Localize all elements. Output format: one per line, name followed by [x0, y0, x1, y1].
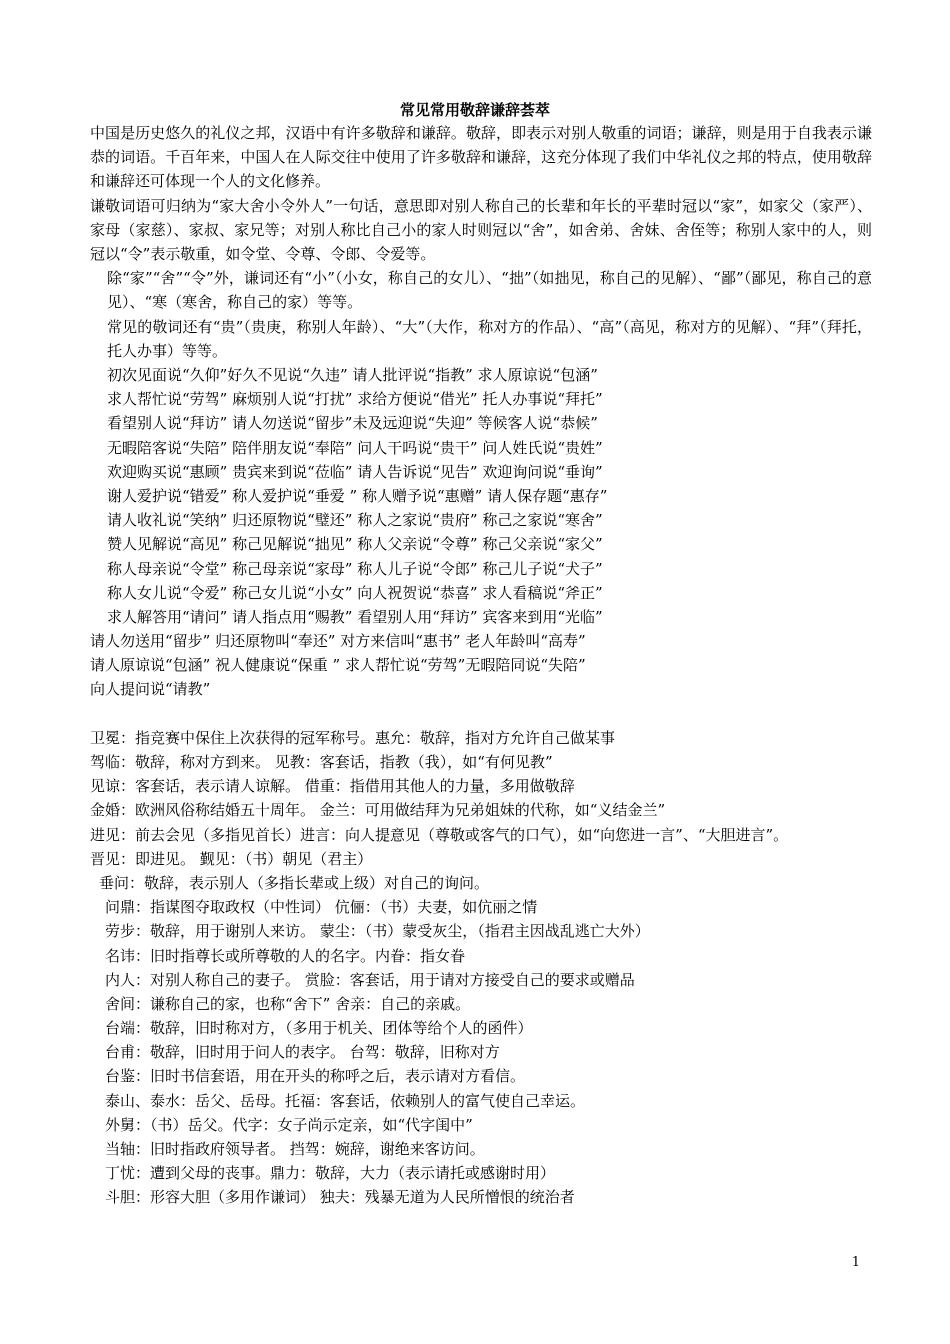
respect-words-paragraph: 常见的敬词还有“贵”（贵庚，称别人年龄）、“大”（大作，称对方的作品）、“高”（高见，称对方的见解）、“拜”（拜托，托人办事）等等。 — [107, 317, 872, 360]
rule-paragraph: 谦敬词语可归纳为“家大舍小令外人”一句话，意思即对别人称自己的长辈和年长的平辈时冠以“家”，如家父（家严）、家母（家慈）、家叔、家兄等；对别人称比自己小的家人时则冠以“舍”，如舍弟、舍妹、舍侄等；称别人家中的人，则冠以“令”表示敬重，如令堂、令尊、令郎、令爱等。 — [90, 196, 872, 264]
usage-line: 向人提问说“请教” — [90, 680, 211, 699]
usage-line: 请人原谅说“包涵” 祝人健康说“保重 ” 求人帮忙说“劳驾”无暇陪同说“失陪” — [90, 656, 586, 675]
glossary-line: 台鉴：旧时书信套语，用在开头的称呼之后，表示请对方看信。 — [105, 1067, 526, 1086]
glossary-line: 名讳：旧时指尊长或所尊敬的人的名字。内眷：指女眷 — [105, 946, 466, 965]
glossary-line: 垂问：敬辞，表示别人（多指长辈或上级）对自己的询问。 — [99, 873, 490, 892]
glossary-line: 劳步：敬辞，用于谢别人来访。 蒙尘：（书）蒙受灰尘，（指君主因战乱逃亡大外） — [105, 922, 650, 941]
glossary-line: 台甫：敬辞，旧时用于问人的表字。 台驾：敬辞，旧称对方 — [105, 1043, 500, 1062]
usage-line: 谢人爱护说“错爱” 称人爱护说“垂爱 ” 称人赠予说“惠赠” 请人保存题“惠存” — [107, 486, 608, 505]
document-title: 常见常用敬辞谦辞荟萃 — [399, 101, 550, 119]
glossary-line: 进见：前去会见（多指见首长）进言：向人提意见（尊敬或客气的口气），如“向您进一言”、“大胆进言”。 — [90, 825, 789, 844]
glossary-line: 卫冕：指竞赛中保住上次获得的冠军称号。惠允：敬辞，指对方允许自己做某事 — [90, 728, 616, 747]
glossary-line: 斗胆：形容大胆（多用作谦词） 独夫：残暴无道为人民所憎恨的统治者 — [105, 1188, 575, 1207]
glossary-line: 泰山、泰水：岳父、岳母。托福：客套话，依赖别人的富气使自己幸运。 — [105, 1091, 586, 1110]
humble-words-paragraph: 除“家”“舍”“令”外，谦词还有“小”（小女，称自己的女儿）、“拙”（如拙见，称自己的见解）、“鄙”（鄙见，称自己的意见）、“寒（寒舍，称自己的家）等等。 — [107, 269, 872, 312]
blank-line — [90, 702, 872, 726]
usage-line: 赞人见解说“高见” 称己见解说“拙见” 称人父亲说“令尊” 称己父亲说“家父” — [107, 535, 603, 554]
glossary-line: 驾临：敬辞，称对方到来。 见教：客套话，指教（我），如“有何见教” — [90, 753, 553, 772]
usage-line: 无暇陪客说“失陪” 陪伴朋友说“奉陪” 问人干吗说“贵干” 问人姓氏说“贵姓” — [107, 438, 603, 457]
glossary-line: 问鼎：指谋图夺取政权（中性词） 伉俪：（书）夫妻，如伉丽之情 — [105, 898, 538, 917]
usage-line: 看望别人说“拜访” 请人勿送说“留步”未及远迎说“失迎” 等候客人说“恭候” — [107, 414, 598, 433]
glossary-line: 丁忧：遭到父母的丧事。鼎力：敬辞，大力（表示请托或感谢时用） — [105, 1164, 556, 1183]
document-body — [90, 121, 872, 1210]
usage-line: 初次见面说“久仰”好久不见说“久违” 请人批评说“指教” 求人原谅说“包涵” — [107, 366, 598, 385]
glossary-line: 台端：敬辞，旧时称对方，（多用于机关、团体等给个人的函件） — [105, 1019, 533, 1038]
glossary-line: 舍间：谦称自己的家，也称“舍下” 舍亲：自己的亲戚。 — [105, 994, 471, 1013]
usage-line: 求人帮忙说“劳驾” 麻烦别人说“打扰” 求给方便说“借光” 托人办事说“拜托” — [107, 390, 603, 409]
usage-line: 求人解答用“请问” 请人指点用“赐教” 看望别人用“拜访” 宾客来到用“光临” — [107, 607, 603, 626]
glossary-line: 晋见：即进见。 觐见：（书）朝见（君主） — [90, 849, 373, 868]
glossary-line: 外舅：（书）岳父。代字：女子尚示定亲，如“代字闺中” — [105, 1115, 473, 1134]
intro-paragraph: 中国是历史悠久的礼仪之邦，汉语中有许多敬辞和谦辞。敬辞，即表示对别人敬重的词语；谦辞，则是用于自我表示谦恭的词语。千百年来，中国人在人际交往中使用了许多敬辞和谦辞，这充分体现了我们中华礼仪之邦的特点，使用敬辞和谦辞还可体现一个人的文化修养。 — [90, 124, 872, 191]
usage-line: 欢迎购买说“惠顾” 贵宾来到说“莅临” 请人告诉说“见告” 欢迎询问说“垂询” — [107, 462, 603, 481]
glossary-line: 当轴：旧时指政府领导者。 挡驾：婉辞，谢绝来客访问。 — [105, 1140, 485, 1159]
glossary-line: 内人：对别人称自己的妻子。 赏脸：客套话，用于请对方接受自己的要求或赠品 — [105, 970, 635, 989]
usage-line: 称人母亲说“令堂” 称己母亲说“家母” 称人儿子说“令郎” 称己儿子说“犬子” — [107, 559, 603, 578]
usage-line: 称人女儿说“令爱” 称己女儿说“小女” 向人祝贺说“恭喜” 求人看稿说“斧正” — [107, 583, 603, 602]
usage-list — [90, 363, 872, 702]
page-number: 1 — [851, 1255, 860, 1270]
usage-line: 请人收礼说“笑纳” 归还原物说“璧还” 称人之家说“贵府” 称己之家说“寒舍” — [107, 511, 603, 530]
glossary-line: 金婚：欧洲风俗称结婚五十周年。 金兰：可用做结拜为兄弟姐妹的代称，如“义结金兰” — [90, 801, 666, 820]
glossary-line: 见谅：客套话，表示请人谅解。 借重：指借用其他人的力量，多用做敬辞 — [90, 777, 575, 796]
usage-line: 请人勿送用“留步” 归还原物叫“奉还” 对方来信叫“惠书” 老人年龄叫“高寿” — [90, 632, 586, 651]
glossary-list — [90, 726, 872, 1210]
